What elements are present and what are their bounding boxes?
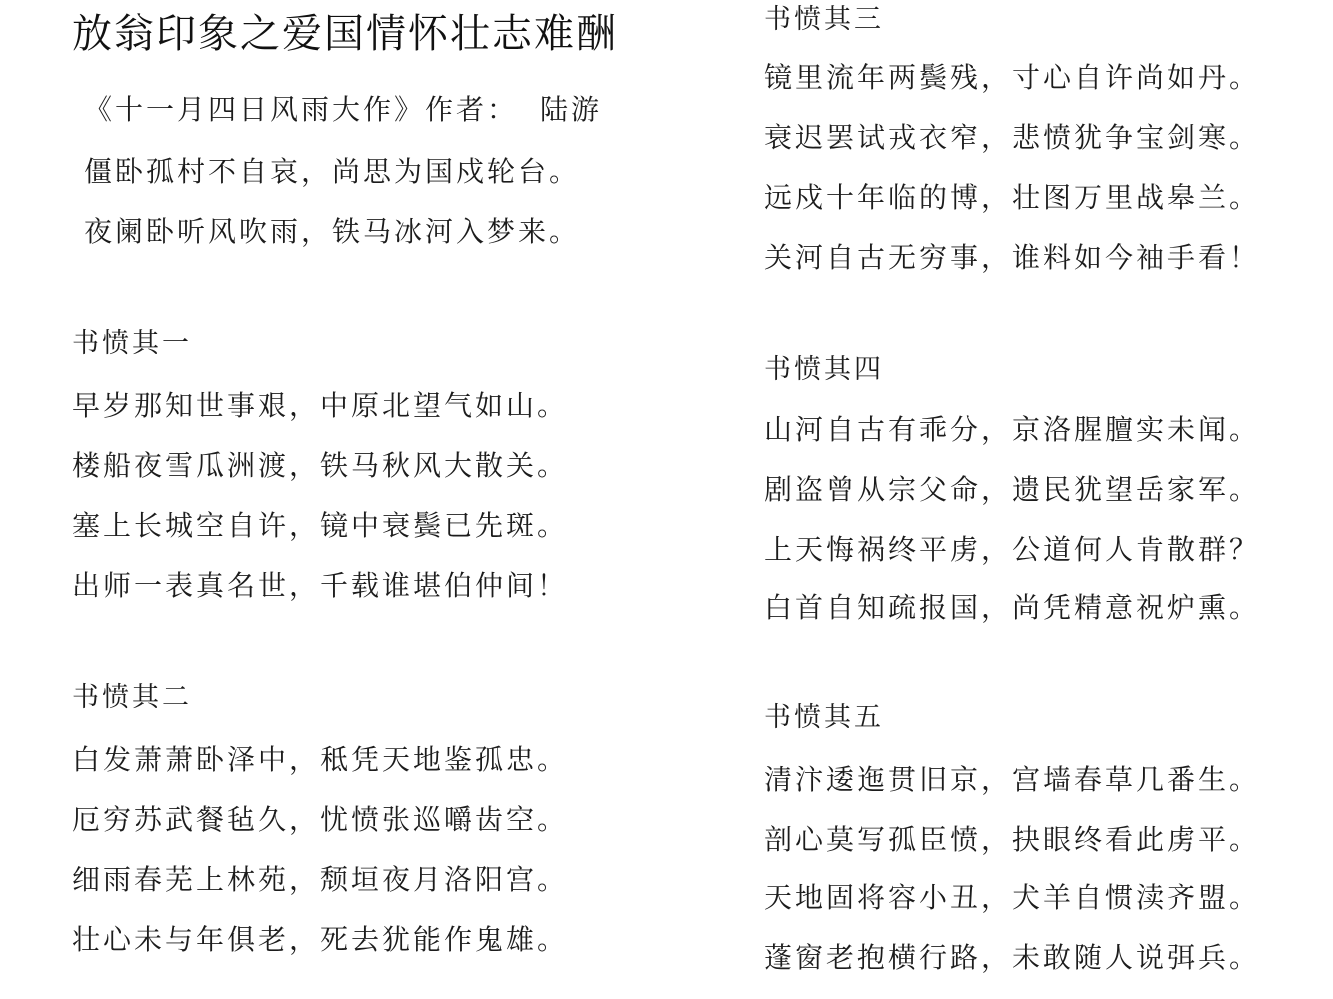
poem-heading-1: 书愤其一 [72, 328, 192, 359]
opening-line-1: 僵卧孤村不自哀，尚思为国戍轮台。 [84, 155, 581, 188]
poem-1-line-4: 出师一表真名世，千载谁堪伯仲间！ [72, 569, 569, 602]
source-line [84, 90, 602, 130]
poem-3-line-3: 远戍十年临的博，壮图万里战皋兰。 [764, 181, 1261, 214]
author-label: 作者： [425, 93, 519, 126]
poem-4-line-4: 白首自知疏报国，尚凭精意祝炉熏。 [764, 591, 1261, 624]
poem-heading-2: 书愤其二 [72, 682, 192, 713]
poem-source-title: 《十一月四日风雨大作》 [84, 93, 426, 126]
poem-4-line-2: 剧盗曾从宗父命，遗民犹望岳家军。 [764, 473, 1261, 506]
poem-1-line-3: 塞上长城空自许，镜中衰鬓已先斑。 [72, 509, 569, 542]
poem-2-line-3: 细雨春芜上林苑，颓垣夜月洛阳宫。 [72, 863, 569, 896]
poem-4-line-3: 上天悔祸终平虏，公道何人肯散群？ [764, 533, 1261, 566]
poem-4-line-1: 山河自古有乖分，京洛腥膻实未闻。 [764, 413, 1261, 446]
poem-heading-5: 书愤其五 [764, 702, 884, 733]
poem-5-line-3: 天地固将容小丑，犬羊自惯渎齐盟。 [764, 881, 1261, 914]
author-name: 陆游 [540, 93, 603, 126]
poem-heading-4: 书愤其四 [764, 354, 884, 385]
opening-line-2: 夜阑卧听风吹雨，铁马冰河入梦来。 [84, 215, 581, 248]
poem-heading-3: 书愤其三 [764, 4, 884, 35]
poem-5-line-1: 清汴逶迤贯旧京，宫墙春草几番生。 [764, 763, 1261, 796]
poem-3-line-2: 衰迟罢试戎衣窄，悲愤犹争宝剑寒。 [764, 121, 1261, 154]
poem-2-line-1: 白发萧萧卧泽中，秪凭天地鉴孤忠。 [72, 743, 569, 776]
page-title: 放翁印象之爱国情怀壮志难酬 [72, 11, 618, 57]
poem-5-line-2: 剖心莫写孤臣愤，抉眼终看此虏平。 [764, 823, 1261, 856]
poem-2-line-2: 厄穷苏武餐毡久，忧愤张巡嚼齿空。 [72, 803, 569, 836]
poem-5-line-4: 蓬窗老抱横行路，未敢随人说弭兵。 [764, 941, 1261, 974]
poem-2-line-4: 壮心未与年俱老，死去犹能作鬼雄。 [72, 923, 569, 956]
poem-3-line-1: 镜里流年两鬓残，寸心自许尚如丹。 [764, 61, 1261, 94]
poem-1-line-1: 早岁那知世事艰，中原北望气如山。 [72, 389, 569, 422]
poem-3-line-4: 关河自古无穷事，谁料如今袖手看！ [764, 241, 1261, 274]
poem-1-line-2: 楼船夜雪瓜洲渡，铁马秋风大散关。 [72, 449, 569, 482]
